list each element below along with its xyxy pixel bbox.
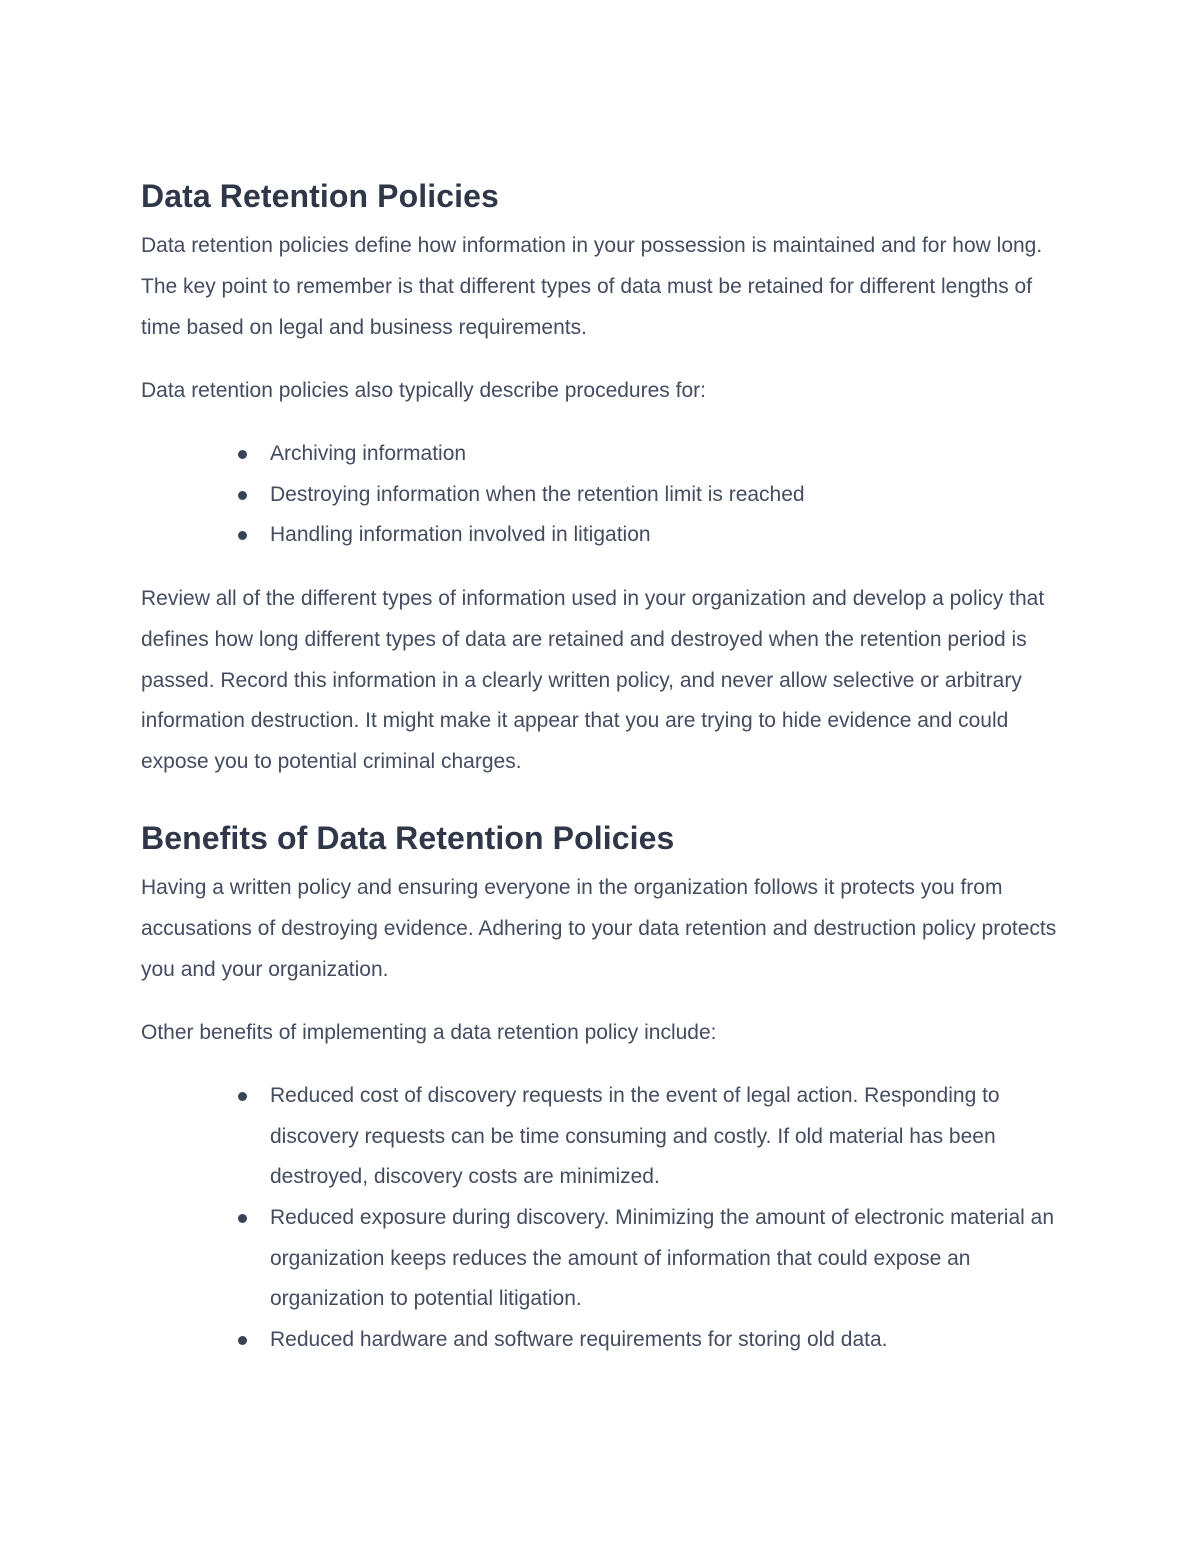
list-item-text: Reduced exposure during discovery. Minimizing the amount of electronic material an organization keeps reduces the amount of information that could expose an organization to potential litigation. <box>270 1205 1055 1311</box>
list-item-text: Reduced hardware and software requirements for storing old data. <box>270 1327 888 1351</box>
bullet-icon <box>238 450 247 459</box>
list-item-text: Destroying information when the retention limit is reached <box>270 482 805 506</box>
paragraph: Data retention policies define how information in your possession is maintained and for how long. The key point to remember is that different types of data must be retained for different lengths of time based on legal and business requirements. <box>141 234 1043 339</box>
bullet-icon <box>238 1092 247 1101</box>
section-data-retention-policies <box>141 172 1061 783</box>
list-item-text: Archiving information <box>270 442 467 466</box>
list-item <box>270 1320 1061 1361</box>
list-item <box>270 1076 1061 1198</box>
paragraph: Data retention policies also typically describe procedures for: <box>141 379 706 403</box>
bullet-icon <box>238 1336 247 1345</box>
bullet-icon <box>238 531 247 540</box>
document-page <box>141 172 1061 1360</box>
list-item <box>270 475 1061 516</box>
paragraph: Having a written policy and ensuring everyone in the organization follows it protects you from accusations of destroying evidence. Adhering to your data retention and destruction policy protects you and your organization. <box>141 875 1057 981</box>
bullet-icon <box>238 491 247 500</box>
paragraph: Review all of the different types of information used in your organization and develop a policy that defines how long different types of data are retained and destroyed when the retention period is passed. Record this information in a clearly written policy, and never allow selective or arbitrary information destruction. It might make it appear that you are trying to hide evidence and could expose you to potential criminal charges. <box>141 586 1045 774</box>
list-item-text: Handling information involved in litigation <box>270 523 651 547</box>
list-item-text: Reduced cost of discovery requests in the event of legal action. Responding to discovery requests can be time consuming and costly. If old material has been destroyed, discovery costs are minimized. <box>270 1084 1000 1189</box>
list-item <box>270 434 1061 475</box>
section-heading: Data Retention Policies <box>141 178 499 214</box>
bullet-list <box>141 1076 1061 1360</box>
list-item <box>270 1198 1061 1320</box>
section-benefits <box>141 814 1061 1360</box>
bullet-list <box>141 434 1061 556</box>
paragraph: Other benefits of implementing a data retention policy include: <box>141 1021 717 1045</box>
bullet-icon <box>238 1214 247 1223</box>
section-heading: Benefits of Data Retention Policies <box>141 819 675 856</box>
list-item <box>270 515 1061 556</box>
